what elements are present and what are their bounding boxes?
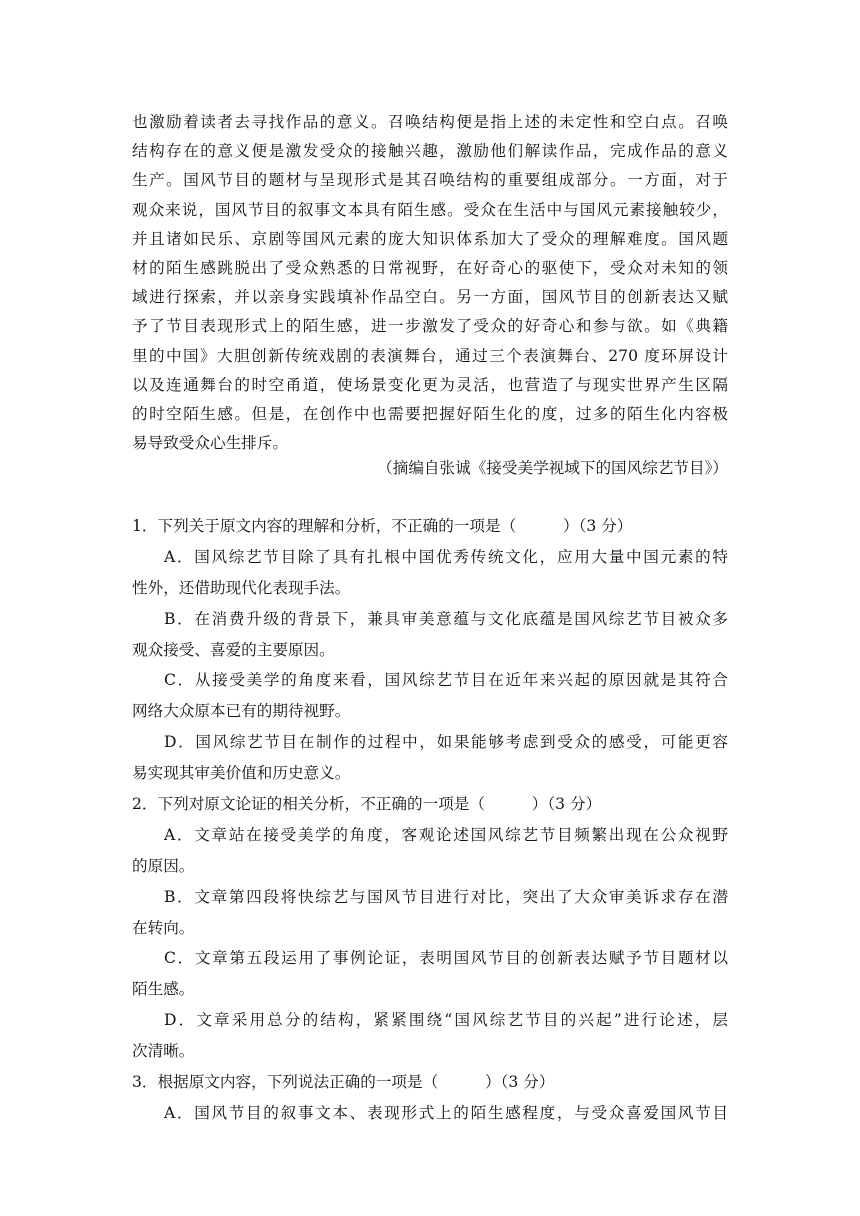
question-option-line: B．在消费升级的背景下，兼具审美意蕴与文化底蕴是国风综艺节目被众多 — [164, 609, 728, 628]
question-option-continuation: 观众接受、喜爱的主要原因。 — [132, 640, 335, 659]
passage-line: 也激励着读者去寻找作品的意义。召唤结构便是指上述的未定性和空白点。召唤 — [132, 113, 728, 131]
passage-line: 易导致受众心生排斥。 — [132, 434, 288, 453]
question-option-line: C．文章第五段运用了事例论证，表明国风节目的创新表达赋予节目题材以 — [164, 949, 728, 968]
source-attribution: （摘编自张诚《接受美学视域下的国风综艺节目》） — [377, 459, 728, 477]
passage-line: 里的中国》大胆创新传统戏剧的表演舞台，通过三个表演舞台、270 度环屏设计 — [132, 346, 728, 365]
question-option-continuation: 次清晰。 — [132, 1042, 195, 1061]
question-option-line: A．文章站在接受美学的角度，客观论述国风综艺节目频繁出现在公众视野 — [164, 825, 728, 844]
question-option-continuation: 陌生感。 — [132, 980, 195, 999]
question-option-line: D．文章采用总分的结构，紧紧围绕“国风综艺节目的兴起”进行论述，层 — [164, 1011, 728, 1030]
passage-line: 观众来说，国风节目的叙事文本具有陌生感。受众在生活中与国风元素接触较少， — [132, 200, 728, 219]
question-option-line: B．文章第四段将快综艺与国风节目进行对比，突出了大众审美诉求存在潜 — [164, 887, 728, 906]
question-option-continuation: 在转向。 — [132, 918, 195, 937]
question-option-continuation: 网络大众原本已有的期待视野。 — [132, 702, 351, 721]
question-section — [132, 511, 728, 1129]
passage-paragraph — [132, 108, 728, 458]
passage-line: 域进行探索，并以亲身实践填补作品空白。另一方面，国风节目的创新表达又赋 — [132, 288, 728, 307]
passage-line: 生产。国风节目的题材与呈现形式是其召唤结构的重要组成部分。一方面，对于 — [132, 171, 728, 190]
question-option-line: D．国风综艺节目在制作的过程中，如果能够考虑到受众的感受，可能更容 — [164, 733, 728, 752]
question-stem: 1．下列关于原文内容的理解和分析，不正确的一项是（ ）（3 分） — [132, 517, 633, 535]
question-option-line: A．国风综艺节目除了具有扎根中国优秀传统文化，应用大量中国元素的特 — [164, 547, 728, 566]
question-stem: 3．根据原文内容，下列说法正确的一项是（ ）（3 分） — [132, 1073, 555, 1092]
passage-line: 材的陌生感跳脱出了受众熟悉的日常视野，在好奇心的驱使下，受众对未知的领 — [132, 258, 728, 277]
question-stem: 2．下列对原文论证的相关分析，不正确的一项是（ ）（3 分） — [132, 795, 602, 814]
question-option-line: A．国风节目的叙事文本、表现形式上的陌生感程度，与受众喜爱国风节目 — [164, 1103, 728, 1122]
passage-line: 并且诸如民乐、京剧等国风元素的庞大知识体系加大了受众的理解难度。国风题 — [132, 229, 728, 248]
question-option-continuation: 的原因。 — [132, 856, 195, 875]
question-option-continuation: 性外，还借助现代化表现手法。 — [132, 578, 351, 597]
passage-line: 予了节目表现形式上的陌生感，进一步激发了受众的好奇心和参与欲。如《典籍 — [132, 317, 728, 336]
passage-line: 结构存在的意义便是激发受众的接触兴趣，激励他们解读作品，完成作品的意义 — [132, 142, 728, 161]
question-option-line: C．从接受美学的角度来看，国风综艺节目在近年来兴起的原因就是其符合 — [164, 671, 728, 690]
passage-line: 的时空陌生感。但是，在创作中也需要把握好陌生化的度，过多的陌生化内容极 — [132, 404, 728, 423]
question-option-continuation: 易实现其审美价值和历史意义。 — [132, 764, 351, 783]
passage-line: 以及连通舞台的时空甬道，使场景变化更为灵活，也营造了与现实世界产生区隔 — [132, 375, 728, 394]
